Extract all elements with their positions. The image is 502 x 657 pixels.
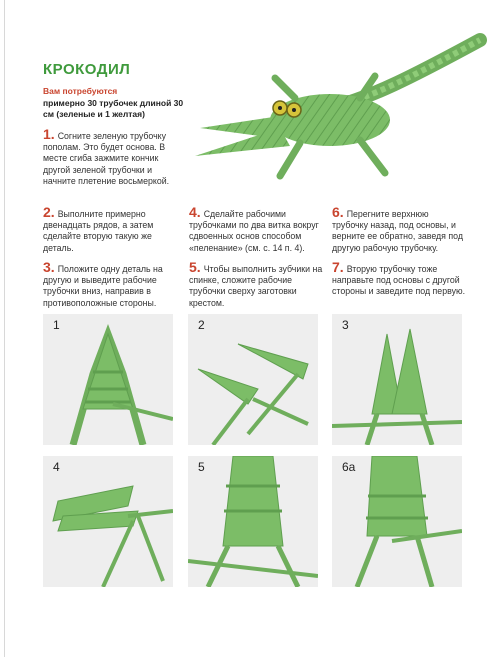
photo-label: 5 [198,460,205,474]
photo-label: 6a [342,460,356,474]
step-photo-3 [332,314,462,445]
photo-label: 1 [53,318,60,332]
step-text: Положите одну деталь на другую и выведите рабочие трубочки вниз, направив в противоположные стороны. [43,264,163,308]
step-number: 4. [189,204,201,220]
step-text: Чтобы выполнить зубчики на спинке, сложите рабочие трубочки сверху заготовки крестом. [189,264,323,308]
page-edge-rule [4,0,5,657]
materials-heading: Вам потребуются [43,86,118,96]
step-text: Вторую трубочку тоже направьте под основы с другой стороны и заведите под первую. [332,264,466,297]
step-number: 7. [332,259,344,275]
step-5 [189,259,324,309]
photo-label: 2 [198,318,205,332]
step-number: 6. [332,204,344,220]
step-text: Согните зеленую трубочку пополам. Это будет основа. В месте сгиба зажмите кончик другой зеленой трубочки и начните плетение восьмеркой. [43,131,170,186]
photo-label: 4 [53,460,60,474]
step-text: Выполните примерно двенадцать рядов, а затем сделайте вторую такую же деталь. [43,209,154,253]
step-number: 2. [43,204,55,220]
page-title: КРОКОДИЛ [43,61,131,78]
materials-text: примерно 30 трубочек длиной 30 см (зеленые и 1 желтая) [43,98,184,119]
step-7 [332,259,467,298]
step-4 [189,204,324,254]
step-photo-4 [43,456,173,587]
step-6 [332,204,467,254]
step-2 [43,204,178,254]
step-number: 3. [43,259,55,275]
step-3 [43,259,178,309]
step-photo-6a [332,456,462,587]
step-text: Перегните верхнюю трубочку назад, под основы, и верните ее обратно, заведя под другую рабочую трубочку. [332,209,463,253]
step-number: 5. [189,259,201,275]
step-1 [43,126,178,187]
step-text: Сделайте рабочими трубочками по два витка вокруг сдвоенных основ способом «пеленание» (см. с. 14 п. 4). [189,209,319,253]
step-number: 1. [43,126,55,142]
step-photo-5 [188,456,318,587]
crocodile-hero-image [180,28,490,188]
step-photo-1 [43,314,173,445]
photo-label: 3 [342,318,349,332]
step-photo-2 [188,314,318,445]
